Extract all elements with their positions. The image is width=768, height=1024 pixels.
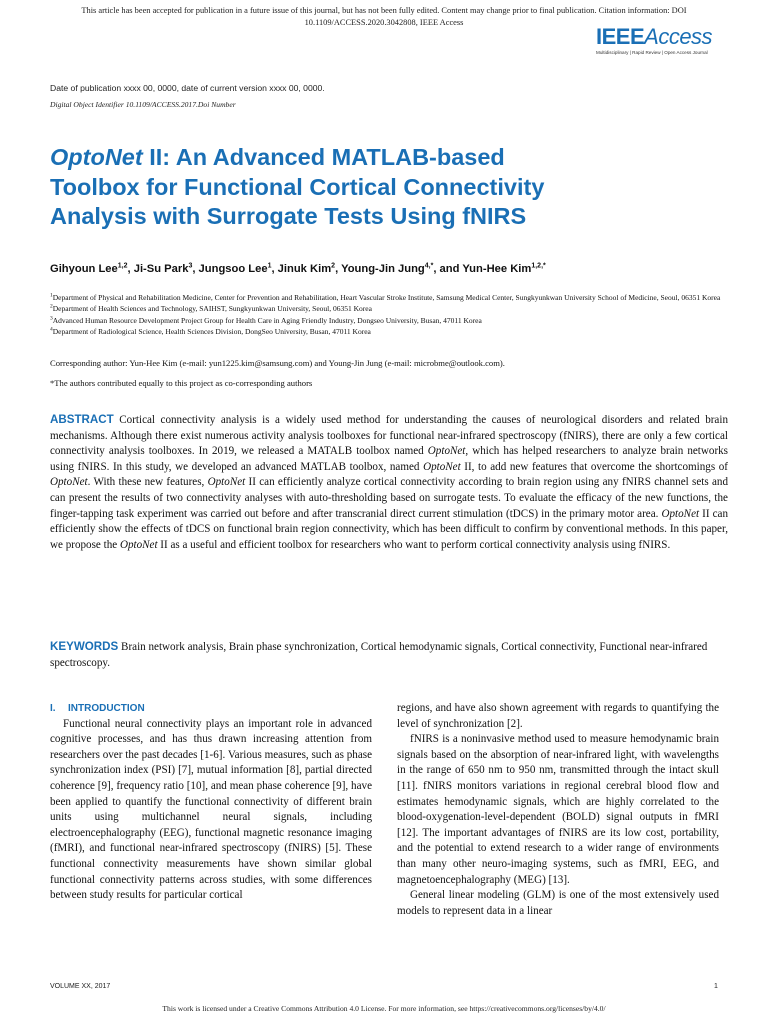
abstract-optonet-4: OptoNet [207,476,246,489]
affiliation-4-num: 4 [50,326,53,333]
author-2-sup: 3 [188,262,193,270]
title-optonet: OptoNet [50,144,143,170]
license-notice: This work is licensed under a Creative Commons Attribution 4.0 License. For more information, see https://creativecommons.org/licenses/by/4.0/ [162,1004,606,1013]
doi-line: Digital Object Identifier 10.1109/ACCESS.2017.Doi Number [50,100,236,109]
author-5: , Young-Jin Jung [335,263,425,275]
keywords-text: Brain network analysis, Brain phase synchronization, Cortical hemodynamic signals, Cortical connectivity, Functional near-infrared spectroscopy. [50,641,708,669]
keywords [50,639,728,671]
intro-paragraph-3: General linear modeling (GLM) is one of the most extensively used models to represent data in a linear [397,889,719,917]
author-5-sup: 4,* [424,262,434,270]
affiliation-1-text: Department of Physical and Rehabilitation Medicine, Center for Prevention and Rehabilitation, Heart Vascular Stroke Institute, Samsung Medical Center, Sungkyunkwan University School of Medicine, Seoul, 06351 Korea [52,293,721,302]
affiliation-4 [50,326,730,337]
affiliation-3-num: 3 [50,315,53,322]
affiliation-1-num: 1 [50,292,53,299]
ieee-access-logo [596,25,736,56]
abstract-text-1: Cortical connectivity analysis is a widely used method for understanding the causes of neurological disorders and related brain mechanisms. Although there exist numerous activity analysis toolboxes for functional near-infrared spectroscopy (fNIRS), there are only a few cortical connectivity analysis toolboxes. In 2019, we released a MATALB toolbox named [50,414,728,458]
author-list [50,262,730,276]
left-column [50,701,372,904]
logo-ieee: IEEE [596,24,645,49]
affiliation-2-num: 2 [50,303,53,310]
affiliations [50,292,730,337]
equal-contribution-note: *The authors contributed equally to this project as co-corresponding authors [50,378,313,388]
intro-paragraph-1: Functional neural connectivity plays an important role in advanced cognitive processes, and has thus drawn increasing attention from researchers over the past decades [1-6]. Various measures, such as phase synchronization index (PSI) [7], mutual information [8], partial directed coherence [9], frequency ratio [10], and mean phase coherence [9], have been applied to quantify the functional connectivity of different brain units using multichannel neural signals, including electroencephalography (EEG), functional magnetic resonance imaging (fMRI), and functional near-infrared spectroscopy (fNIRS) [5]. These functional connectivity measurements have shown similar global functional connectivity patterns across studies, with some differences between study results for particular cortical [50,717,372,902]
affiliation-2-text: Department of Health Sciences and Technology, SAIHST, Sungkyunkwan University, Seoul, 06351 Korea [52,304,372,314]
intro-paragraph-1-cont: regions, and have also shown agreement with regards to quantifying the level of synchronization [2]. [397,702,719,730]
abstract-optonet-2: OptoNet [423,460,461,473]
abstract-text-2: , which has helped researchers to analyze brain networks using fNIRS. In this study, we developed an advanced MATLAB toolbox, named [50,445,728,473]
abstract-optonet-6: OptoNet [119,538,158,551]
title-line-2: Toolbox for Functional Cortical Connectivity [50,173,545,200]
title-line-1: II: An Advanced MATLAB-based [142,144,505,170]
abstract-text-4: . With these new features, [87,476,208,489]
intro-paragraph-2: fNIRS is a noninvasive method used to measure hemodynamic brain signals based on the absorption of near-infrared light, with wavelengths in the range of 650 nm to 950 nm, transmitted through the intact skull [11]. fNIRS monitors variations in regional cerebral blood flow and estimates hemodynamic signals, which are highly correlated to the blood-oxygenation-level-dependent (BOLD) signal outputs in fMRI [12]. The important advantages of fNIRS are its low cost, portability, and the potential to extend research to a wider range of environments than many other neuro-imaging systems, such as fMRI, EEG, and magnetoencephalography (MEG) [13]. [397,733,719,886]
corresponding-author: Corresponding author: Yun-Hee Kim (e-mail: yun1225.kim@samsung.com) and Young-Jin Jung (e-mail: microbme@outlook.com). [50,358,505,368]
right-column [397,701,719,919]
abstract-optonet-5: OptoNet [661,507,700,520]
abstract-text-6: II can efficiently show the effects of tDCS on functional brain region connectivity, which has been difficult to confirm by conventional methods. In this paper, we propose the [50,507,728,551]
publication-date: Date of publication xxxx 00, 0000, date of current version xxxx 00, 0000. [50,83,325,93]
logo-tagline: Multidisciplinary | Rapid Review | Open Access Journal [596,50,708,55]
abstract-optonet-1: OptoNet [427,445,466,458]
author-4-sup: 2 [331,262,336,270]
affiliation-3-text: Advanced Human Resource Development Project Group for Health Care in Aging Friendly Industry, Dongseo University, Busan, 47011 Korea [52,315,482,325]
notice-line-1: This article has been accepted for publication in a future issue of this journal, but has not been fully edited. Content may change prior to final publication. Citation information: DOI [81,6,687,15]
logo-access: Access [644,24,713,49]
keywords-label: KEYWORDS [50,640,119,653]
volume-label: VOLUME XX, 2017 [50,983,111,990]
author-3-sup: 1 [267,262,272,270]
author-2: , Ji-Su Park [127,263,189,275]
abstract-optonet-3: OptoNet [50,476,88,489]
author-6-sup: 1,2,* [531,262,546,270]
section-heading-introduction [50,701,372,717]
abstract-label: ABSTRACT [50,413,114,426]
author-4: , Jinuk Kim [271,263,332,275]
paper-title [50,143,730,232]
affiliation-4-text: Department of Radiological Science, Health Sciences Division, DongSeo University, Busan, 47011 Korea [52,326,371,336]
section-number: I. [50,703,56,714]
section-title: INTRODUCTION [68,703,145,714]
abstract-text-7: II as a useful and efficient toolbox for researchers who want to perform cortical connectivity analysis using fNIRS. [157,538,671,551]
author-1: Gihyoun Lee [50,263,118,275]
author-3: , Jungsoo Lee [192,263,268,275]
title-line-3: Analysis with Surrogate Tests Using fNIRS [50,203,527,229]
affiliation-3 [50,315,730,326]
author-6: , and Yun-Hee Kim [433,263,532,275]
abstract-text-5: II can efficiently analyze cortical connectivity according to brain region using any fNIRS channel sets and can present the results of two connectivity analyses with auto-thresholding based on surrogate tests. To evaluate the efficacy of the new functions, the finger-tapping task experiment was carried out before and after transcranial direct current stimulation (tDCS) in the primary motor area. [50,476,729,520]
abstract [50,412,728,553]
notice-line-2: 10.1109/ACCESS.2020.3042808, IEEE Access [304,18,464,27]
author-1-sup: 1,2 [117,262,128,270]
page-number: 1 [714,983,718,990]
abstract-text-3: II, to add new features that overcome the shortcomings of [460,460,728,473]
affiliation-1 [50,292,730,303]
affiliation-2 [50,303,730,314]
